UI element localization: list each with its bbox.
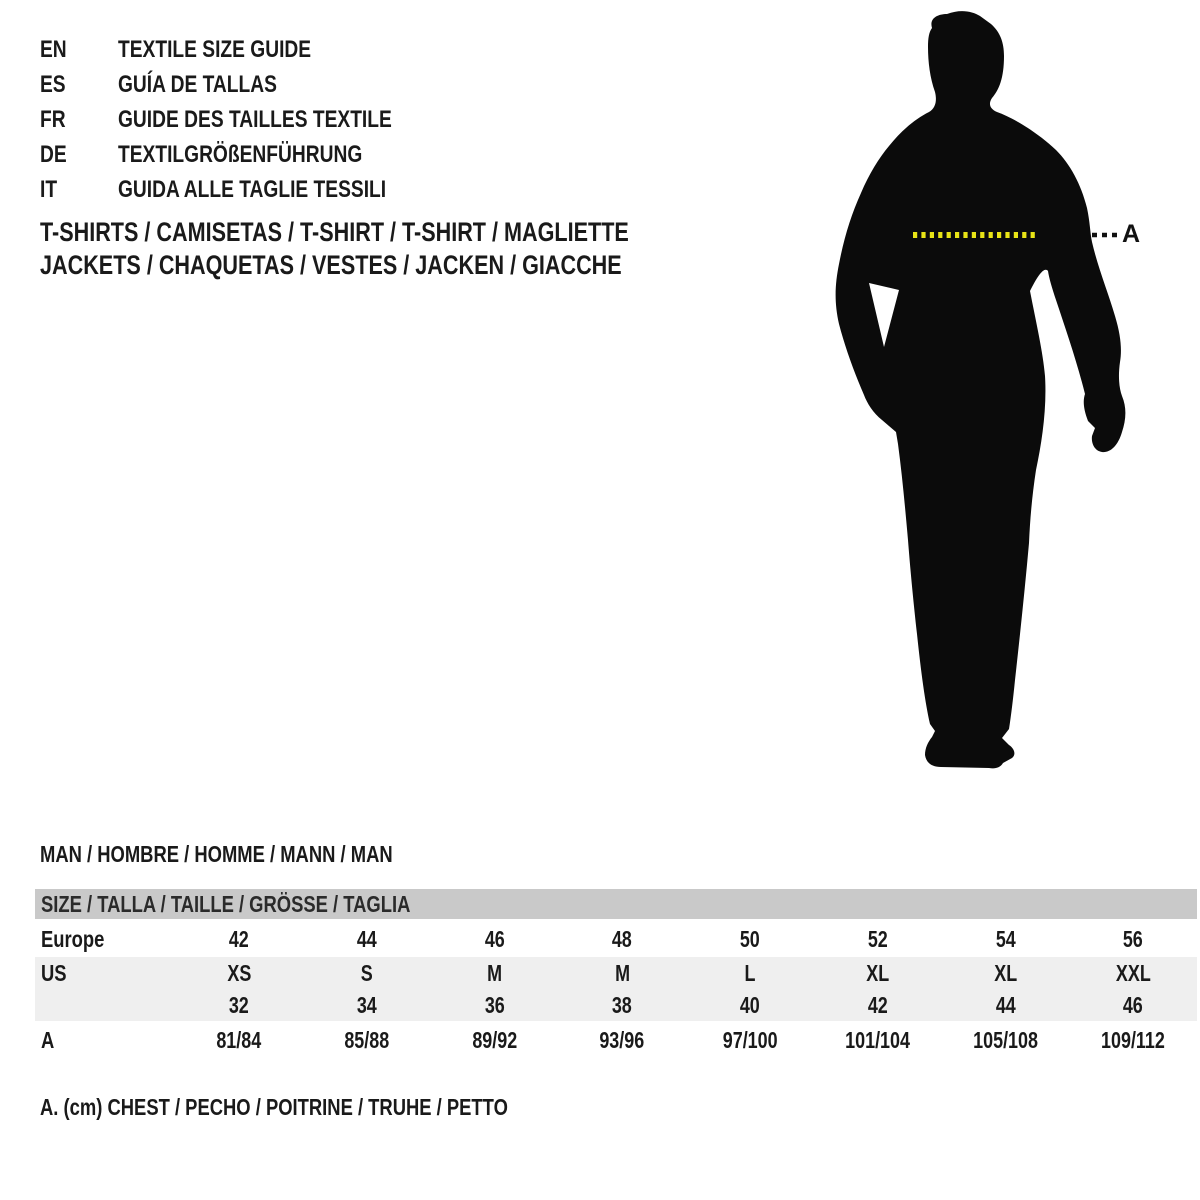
- measure-label-a: A: [1122, 220, 1141, 248]
- cell-value: 52: [867, 925, 888, 952]
- row-label: A: [41, 1026, 55, 1053]
- cell-value: 44: [356, 925, 377, 952]
- table-header-row: [35, 889, 1197, 919]
- footnote-chest: A. (cm) CHEST / PECHO / POITRINE / TRUHE / PETTO: [40, 1094, 508, 1120]
- table-row-europe: [35, 921, 1197, 957]
- cell-value: 85/88: [344, 1026, 390, 1053]
- cell-value: XL: [993, 960, 1017, 986]
- table-row-chest: [35, 1021, 1197, 1059]
- product-line-tshirts: T-SHIRTS / CAMISETAS / T-SHIRT / T-SHIRT / MAGLIETTE: [40, 217, 629, 247]
- cell-value: 56: [1123, 925, 1144, 952]
- lang-code-de: DE: [40, 140, 67, 168]
- legend-text-es: GUÍA DE TALLAS: [118, 70, 277, 98]
- lang-code-es: ES: [40, 70, 66, 98]
- cell-value: 109/112: [1101, 1026, 1166, 1053]
- cell-value: 40: [739, 992, 760, 1018]
- cell-value: 34: [356, 992, 377, 1018]
- cell-value: 44: [995, 992, 1016, 1018]
- man-silhouette-path: [836, 11, 1126, 768]
- table-row-us: [35, 957, 1197, 990]
- legend-text-en: TEXTILE SIZE GUIDE: [118, 35, 312, 63]
- cell-value: 101/104: [845, 1026, 911, 1053]
- cell-value: 46: [1123, 992, 1144, 1018]
- legend-text-it: GUIDA ALLE TAGLIE TESSILI: [118, 175, 387, 203]
- cell-value: 46: [484, 925, 505, 952]
- cell-value: 50: [739, 925, 760, 952]
- cell-value: 93/96: [599, 1026, 645, 1053]
- row-label: Europe: [41, 925, 105, 952]
- cell-value: XXL: [1115, 960, 1151, 986]
- table-body: [35, 921, 1197, 1059]
- cell-value: 36: [484, 992, 505, 1018]
- table-row-numeric: [35, 990, 1197, 1021]
- cell-value: 48: [612, 925, 633, 952]
- cell-value: 42: [228, 925, 249, 952]
- row-label: US: [41, 960, 67, 986]
- product-line-jackets: JACKETS / CHAQUETAS / VESTES / JACKEN / GIACCHE: [40, 250, 622, 280]
- cell-value: M: [614, 960, 630, 986]
- cell-value: M: [486, 960, 502, 986]
- legend-text-de: TEXTILGRÖßENFÜHRUNG: [118, 140, 363, 168]
- lang-code-fr: FR: [40, 105, 66, 133]
- cell-value: 105/108: [972, 1026, 1038, 1053]
- cell-value: 38: [612, 992, 633, 1018]
- table-header-label: SIZE / TALLA / TAILLE / GRÖSSE / TAGLIA: [41, 890, 411, 917]
- cell-value: 81/84: [216, 1026, 262, 1053]
- size-table: [35, 889, 1197, 1059]
- cell-value: 32: [228, 992, 249, 1018]
- cell-value: 97/100: [722, 1026, 778, 1053]
- cell-value: XS: [226, 960, 251, 986]
- cell-value: S: [360, 960, 373, 986]
- legend-text-fr: GUIDE DES TAILLES TEXTILE: [118, 105, 392, 133]
- section-title-man: MAN / HOMBRE / HOMME / MANN / MAN: [40, 841, 393, 867]
- cell-value: L: [744, 960, 756, 986]
- lang-code-en: EN: [40, 35, 67, 63]
- cell-value: 54: [995, 925, 1016, 952]
- cell-value: 42: [867, 992, 888, 1018]
- cell-value: XL: [866, 960, 890, 986]
- lang-code-it: IT: [40, 175, 58, 203]
- cell-value: 89/92: [471, 1026, 517, 1053]
